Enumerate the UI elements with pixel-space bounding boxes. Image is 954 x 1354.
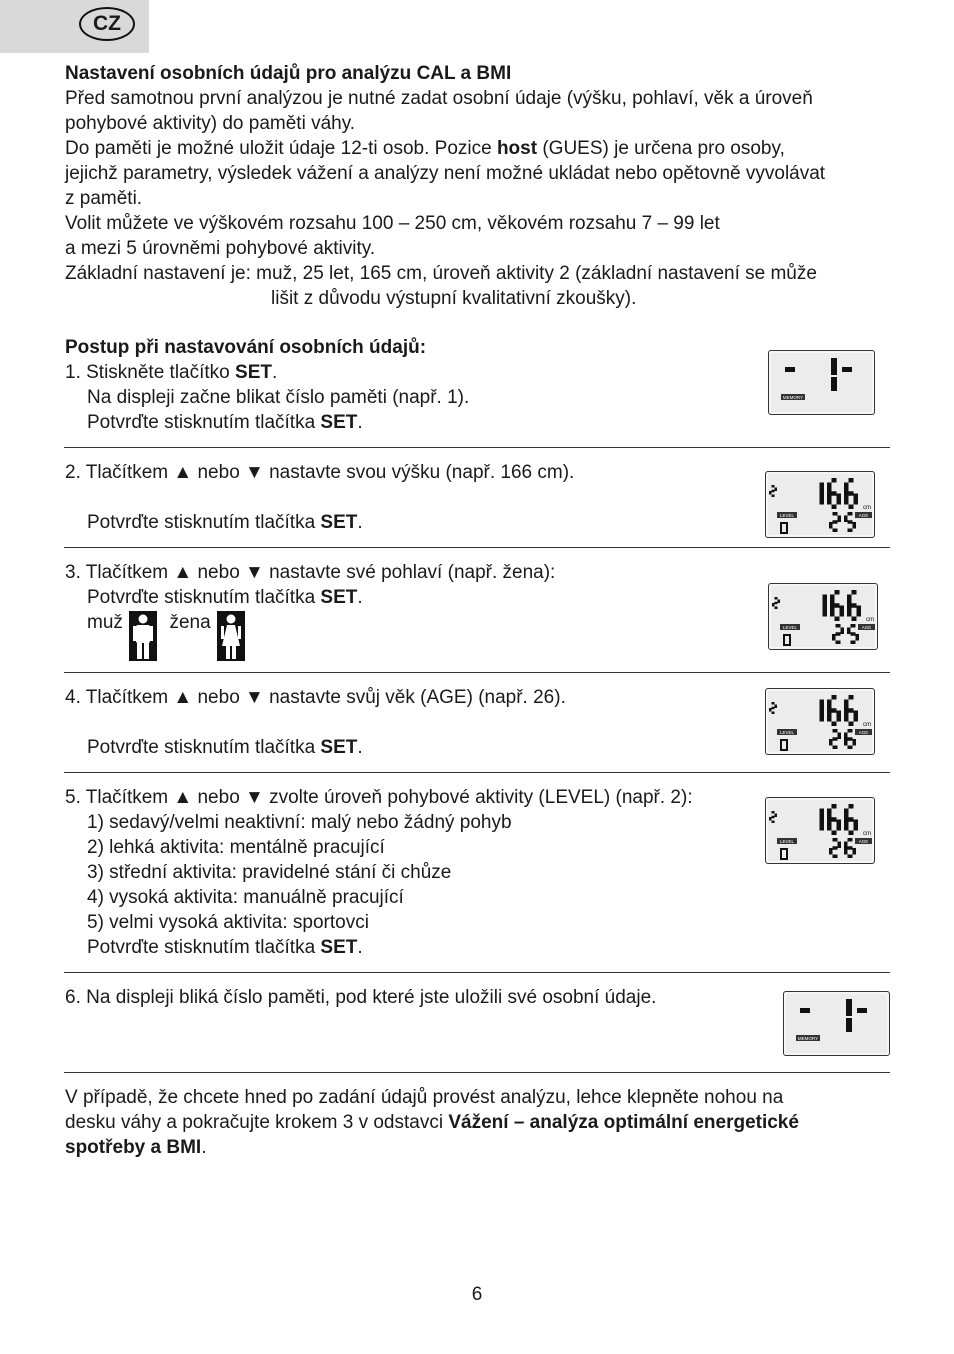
set-keyword: SET [320,937,358,958]
step-4 [65,685,765,760]
level-item: 1) sedavý/velmi neaktivní: malý nebo žádný pohyb [87,812,512,833]
text: . [271,362,278,383]
language-tab [0,0,149,53]
text: Potvrďte stisknutím tlačítka [87,412,321,433]
text: desku váhy a pokračujte krokem 3 v odstavci [65,1112,449,1133]
outro-line [65,1110,895,1135]
text: . [357,937,363,958]
svg-text:AGE: AGE [858,730,869,735]
text: . [201,1137,207,1158]
intro-line: Základní nastavení je: muž, 25 let, 165 cm, úroveň aktivity 2 (základní nastavení se může [65,263,817,284]
svg-text:cm: cm [866,617,874,623]
intro-line: jejichž parametry, výsledek vážení a analýzy není možné ukládat nebo opětovně vyvolávat [65,163,826,184]
confirm-line [65,735,765,760]
spacer [65,710,765,735]
svg-text:LEVEL: LEVEL [779,839,795,844]
set-keyword: SET [320,512,358,533]
lcd-dash [800,1008,810,1013]
svg-text:AGE: AGE [858,839,869,844]
level-item: 3) střední aktivita: pravidelné stání či chůze [87,862,452,883]
text: Potvrďte stisknutím tlačítka [87,587,321,608]
section-reference: spotřeby a BMI [65,1137,202,1158]
lcd-display-level [765,797,875,864]
text: Potvrďte stisknutím tlačítka [87,512,321,533]
svg-text:AGE: AGE [858,513,869,518]
text: Potvrďte stisknutím tlačítka [87,937,321,958]
step-2 [65,460,765,535]
text: . [357,512,363,533]
text: . [357,587,363,608]
outro-section [65,1085,895,1160]
female-icon [216,610,246,662]
svg-text:LEVEL: LEVEL [779,513,795,518]
step-line: 4. Tlačítkem ▲ nebo ▼ nastavte svůj věk (AGE) (např. 26). [65,687,566,708]
intro-section [65,61,895,311]
procedure-title: Postup při nastavování osobních údajů: [65,337,427,358]
divider [64,672,890,673]
gender-line [65,610,765,662]
lcd-display-memory [768,350,875,415]
confirm-line [65,410,765,435]
set-keyword: SET [235,362,272,383]
set-keyword: SET [320,737,358,758]
outro-line: V případě, že chcete hned po zadání údajů provést analýzu, lehce klepněte nohou na [65,1087,784,1108]
confirm-line [65,935,765,960]
lcd-dash [857,1008,867,1013]
step-1 [65,335,765,435]
memory-label: MEMORY [797,1036,819,1041]
lcd-digit-segment [831,358,837,375]
lcd-digit-segment [846,999,852,1016]
intro-line: pohybové aktivity) do paměti váhy. [65,113,356,134]
text: . [357,737,363,758]
svg-text:cm: cm [863,722,871,728]
male-label: muž [87,612,123,633]
level-item: 2) lehká aktivita: mentálně pracující [87,837,385,858]
spacer [65,485,765,510]
intro-line: Volit můžete ve výškovém rozsahu 100 – 250 cm, věkovém rozsahu 7 – 99 let [65,213,720,234]
level-item: 5) velmi vysoká aktivita: sportovci [87,912,369,933]
page-number: 6 [471,1284,483,1305]
divider [64,447,890,448]
outro-line [65,1135,895,1160]
lcd-display-height [765,471,875,538]
intro-line: a mezi 5 úrovněmi pohybové aktivity. [65,238,376,259]
set-keyword: SET [320,412,358,433]
section-title: Nastavení osobních údajů pro analýzu CAL a BMI [65,63,512,84]
svg-text:cm: cm [863,831,871,837]
set-keyword: SET [320,587,358,608]
svg-text:cm: cm [863,505,871,511]
text: Potvrďte stisknutím tlačítka [87,737,321,758]
language-badge: CZ [79,7,135,41]
level-item: 4) vysoká aktivita: manuálně pracující [87,887,404,908]
lcd-dash [842,367,852,372]
section-reference: Vážení – analýza optimální energetické [448,1112,799,1133]
text: 1. Stiskněte tlačítko [65,362,236,383]
svg-text:LEVEL: LEVEL [782,625,798,630]
step-3 [65,560,765,662]
lcd-dash [785,367,795,372]
intro-line: Před samotnou první analýzou je nutné zadat osobní údaje (výšku, pohlaví, věk a úroveň [65,88,813,109]
male-icon [128,610,158,662]
lcd-digit-segment [846,1018,852,1032]
text: (GUES) je určena pro osoby, [537,138,785,159]
intro-line: lišit z důvodu výstupní kvalitativní zkoušky). [271,288,637,309]
lcd-display-gender [768,583,878,650]
divider [64,972,890,973]
step-line: 3. Tlačítkem ▲ nebo ▼ nastavte své pohlaví (např. žena): [65,562,556,583]
host-keyword: host [496,138,538,159]
svg-text:AGE: AGE [861,625,872,630]
text: . [357,412,363,433]
lcd-digit-segment [831,377,837,391]
lcd-display-age [765,688,875,755]
step-6 [65,985,765,1010]
intro-line: z paměti. [65,188,143,209]
female-label: žena [169,612,211,633]
divider [64,772,890,773]
confirm-line [65,510,765,535]
lcd-display-memory-saved [783,991,890,1056]
memory-label: MEMORY [782,395,804,400]
divider [64,547,890,548]
step-line: 2. Tlačítkem ▲ nebo ▼ nastavte svou výšku (např. 166 cm). [65,462,575,483]
divider [64,1072,890,1073]
step-line: 5. Tlačítkem ▲ nebo ▼ zvolte úroveň pohybové aktivity (LEVEL) (např. 2): [65,787,693,808]
svg-text:LEVEL: LEVEL [779,730,795,735]
step-5 [65,785,765,960]
confirm-line [65,585,765,610]
step-line: 6. Na displeji bliká číslo paměti, pod které jste uložili své osobní údaje. [65,987,657,1008]
intro-line [65,136,895,161]
text: Do paměti je možné uložit údaje 12-ti osob. Pozice [65,138,497,159]
step-line: Na displeji začne blikat číslo paměti (např. 1). [87,387,470,408]
step-line [65,360,765,385]
